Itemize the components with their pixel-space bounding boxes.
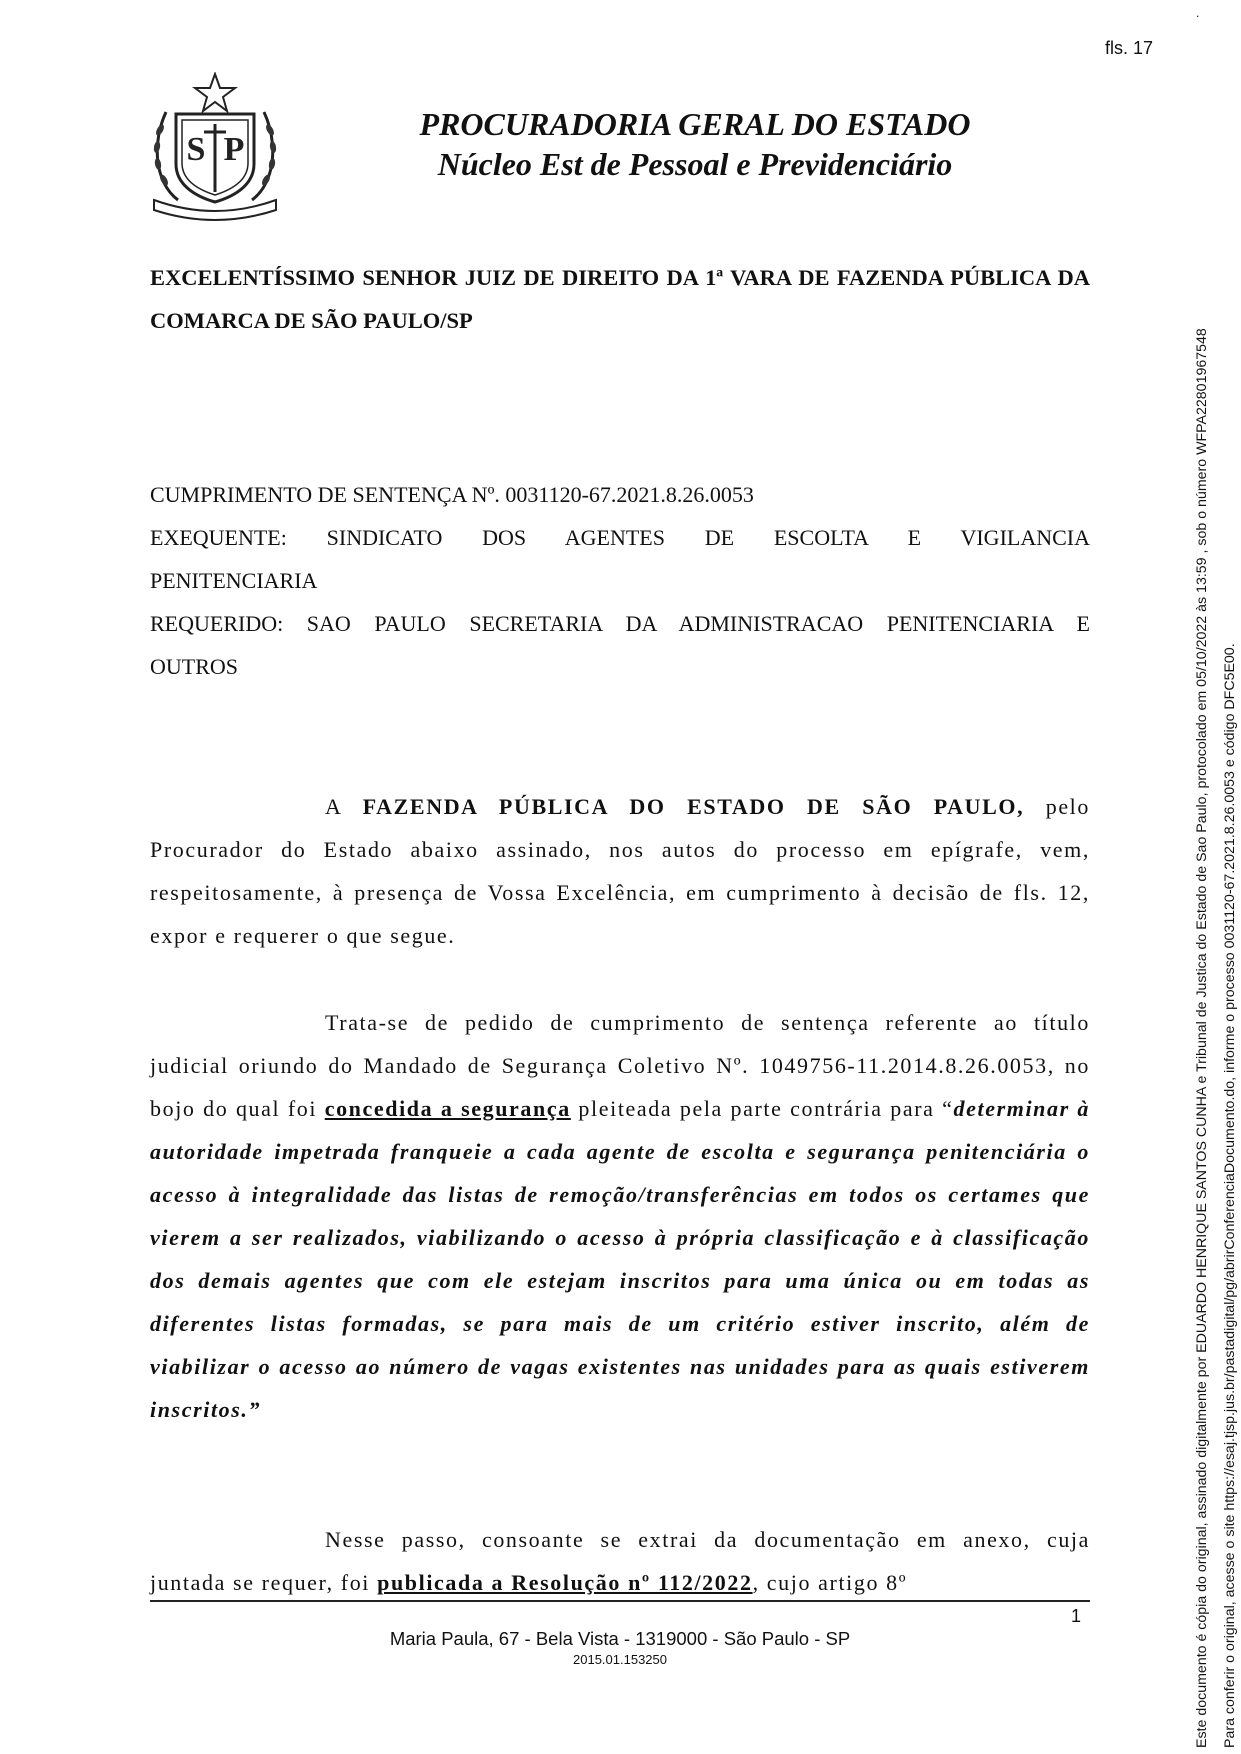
quoted-ruling: determinar à autoridade impetrada franqueie a cada agente de escolta e segurança penitenciária o acesso à integralidade das listas de remoção/transferências em todos os certames que vierem a ser realizados, viabilizando o acesso à própria classificação e à classificação dos demais agentes que com ele estejam inscritos para uma única ou em todas as diferentes listas formadas, se para mais de um critério estiver inscrito, além de viabilizar o acesso ao número de vagas existentes nas unidades para as quais estiverem inscritos.” bbox=[150, 1096, 1090, 1422]
case-information bbox=[150, 473, 1090, 688]
paragraph-text: pleiteada pela parte contrária para “ bbox=[570, 1096, 954, 1121]
letterhead bbox=[380, 104, 1010, 184]
signature-stamp-line: Este documento é cópia do original, assinado digitalmente por EDUARDO HENRIQUE SANTOS CUNHA e Tribunal de Justica do Estado de Sao Paulo, protocolado em 05/10/2022 às 13:59 , sob o número WFPA22801967548 bbox=[1194, 328, 1210, 1748]
footer-code: 2015.01.153250 bbox=[573, 1652, 667, 1667]
paragraph-introduction bbox=[150, 785, 1090, 957]
highlighted-phrase: concedida a segurança bbox=[324, 1096, 571, 1121]
party-name: FAZENDA PÚBLICA DO ESTADO DE SÃO PAULO, bbox=[362, 794, 1025, 819]
department-subtitle: Núcleo Est de Pessoal e Previdenciário bbox=[437, 146, 953, 182]
plaintiff-line: EXEQUENTE: SINDICATO DOS AGENTES DE ESCOLTA E VIGILANCIA bbox=[150, 525, 1090, 550]
paragraph-resolution bbox=[150, 1518, 1090, 1604]
page-number-top: fls. 17 bbox=[1105, 38, 1154, 58]
paragraph-text: Trata-se de pedido de cumprimento de sentença referente ao título judicial oriundo do Mandado de Segurança Coletivo Nº. 1049756-11.2014.8.26.0053, no bojo do qual foi bbox=[150, 1010, 1090, 1121]
case-number-line: CUMPRIMENTO DE SENTENÇA Nº. 0031120-67.2021.8.26.0053 bbox=[150, 482, 754, 507]
page-number-bottom: 1 bbox=[1071, 1606, 1082, 1626]
footer-address: Maria Paula, 67 - Bela Vista - 1319000 - São Paulo - SP bbox=[389, 1628, 851, 1649]
paragraph-lead: A bbox=[325, 794, 363, 819]
svg-text:S: S bbox=[186, 131, 206, 168]
defendant-line-continued: OUTROS bbox=[150, 654, 239, 679]
paragraph-text: , cujo artigo 8º bbox=[752, 1570, 908, 1595]
paragraph-text: pelo Procurador do Estado abaixo assinado, nos autos do processo em epígrafe, vem, respeitosamente, à presença de Vossa Excelência, em cumprimento à decisão de fls. 12, expor e requerer o que segue. bbox=[150, 794, 1090, 948]
paragraph-background bbox=[150, 1001, 1090, 1431]
sao-paulo-coat-of-arms-seal bbox=[148, 72, 282, 222]
institution-title: PROCURADORIA GERAL DO ESTADO bbox=[419, 106, 971, 142]
digital-signature-stamp bbox=[1188, 18, 1241, 1748]
margin-dot: . bbox=[1196, 6, 1200, 20]
svg-text:P: P bbox=[223, 131, 245, 168]
highlighted-phrase: publicada a Resolução nº 112/2022 bbox=[377, 1570, 753, 1595]
plaintiff-line-continued: PENITENCIARIA bbox=[150, 568, 318, 593]
paragraph-text: Nesse passo, consoante se extrai da documentação em anexo, cuja juntada se requer, foi bbox=[150, 1527, 1090, 1595]
footer-divider bbox=[150, 1600, 1090, 1602]
verification-stamp-line: Para conferir o original, acesse o site https://esaj.tjsp.jus.br/pastadigital/pg/abrirConferenciaDocumento.do, informe o processo 0031120-67.2021.8.26.0053 e código DFC5E00. bbox=[1222, 643, 1238, 1748]
defendant-line: REQUERIDO: SAO PAULO SECRETARIA DA ADMINISTRACAO PENITENCIARIA E bbox=[150, 611, 1090, 636]
addressee-heading: EXCELENTÍSSIMO SENHOR JUIZ DE DIREITO DA 1ª VARA DE FAZENDA PÚBLICA DA COMARCA DE SÃO PAULO/SP bbox=[150, 265, 1090, 333]
